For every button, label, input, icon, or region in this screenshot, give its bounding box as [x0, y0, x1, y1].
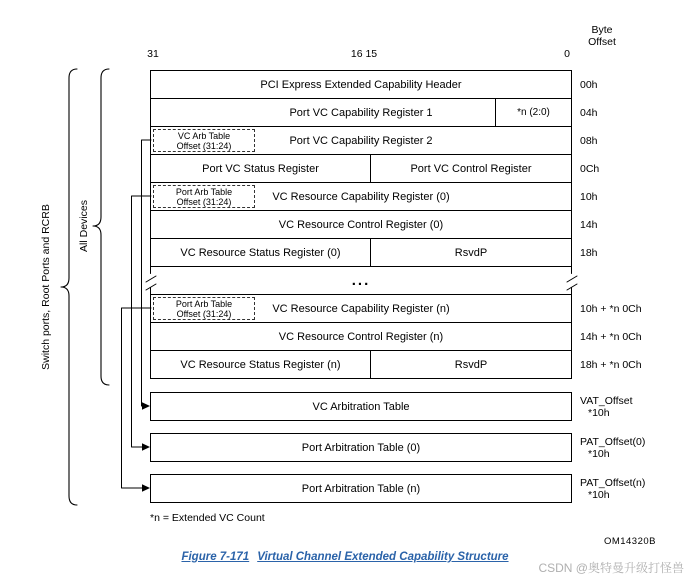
extended-vc-count-field: *n (2:0): [495, 99, 571, 126]
figure-caption-number: Figure 7-171: [181, 551, 250, 563]
row-vc-resource-control-n: [150, 322, 572, 351]
row-vc-arbitration-table: [150, 392, 572, 421]
box-line: Offset (31:24): [176, 140, 232, 151]
byte-offset-header-line1: Byte: [591, 24, 613, 36]
brace-all-devices: [93, 69, 109, 385]
arrow-port-arb-table-0-line: [132, 196, 152, 447]
offset-0Ch: 0Ch: [580, 162, 600, 175]
table-break-ellipsis: [150, 267, 572, 294]
row-vc-resource-control-0: [150, 210, 572, 239]
offset-line: *10h: [588, 447, 610, 460]
offset-18h: 18h: [580, 246, 598, 259]
offset-line: PAT_Offset(0): [580, 435, 646, 448]
cell-rsvdp: RsvdP: [454, 246, 488, 259]
box-line: Offset (31:24): [176, 196, 232, 207]
arrow-port-arb-table-n-line: [122, 308, 152, 488]
brace-switch-ports: [61, 69, 77, 505]
offset-14h: 14h: [580, 218, 598, 231]
row-label: Port VC Capability Register 2: [289, 134, 433, 147]
box-line: Offset (31:24): [176, 308, 232, 319]
arrow-port-arb-table-0-head: [142, 443, 150, 451]
row-label: PCI Express Extended Capability Header: [260, 78, 462, 91]
figure-code: OM14320B: [603, 536, 656, 547]
arrow-port-arb-table-n-head: [142, 484, 150, 492]
offset-line: VAT_Offset: [580, 394, 633, 407]
row-label: VC Arbitration Table: [312, 400, 410, 413]
row-label: VC Resource Capability Register (0): [272, 190, 450, 203]
row-vc-resource-status-n: [150, 350, 572, 379]
offset-14h-n: 14h + *n 0Ch: [580, 330, 642, 343]
row-vc-resource-capability-0: [150, 182, 572, 211]
row-label: Port Arbitration Table (n): [301, 482, 421, 495]
box-line: Port Arb Table: [175, 298, 233, 309]
port-arb-table-offset-box-n: [153, 297, 255, 320]
byte-offset-header: [576, 24, 628, 48]
offset-04h: 04h: [580, 106, 598, 119]
vc-arb-table-offset-box: [153, 129, 255, 152]
box-line: Port Arb Table: [175, 186, 233, 197]
row-vc-resource-status-0: [150, 238, 572, 267]
group-label-switch-ports: Switch ports, Root Ports and RCRB: [40, 204, 52, 370]
row-port-arbitration-table-0: [150, 433, 572, 462]
offset-pat-n: [580, 474, 645, 503]
offset-10h-n: 10h + *n 0Ch: [580, 302, 642, 315]
row-label: Port Arbitration Table (0): [301, 441, 421, 454]
cell-rsvdp: RsvdP: [454, 358, 488, 371]
group-label-all-devices: All Devices: [78, 200, 90, 252]
offset-line: *10h: [588, 406, 610, 419]
offset-vat: [580, 392, 633, 421]
row-vc-resource-capability-n: [150, 294, 572, 323]
cell-port-vc-control: Port VC Control Register: [410, 162, 532, 175]
arrow-vc-arb-table-head: [142, 402, 150, 410]
row-port-vc-capability-1: [150, 98, 572, 127]
offset-line: *10h: [588, 488, 610, 501]
offset-pat-0: [580, 433, 645, 462]
offset-08h: 08h: [580, 134, 598, 147]
bit-label-16-15: 16 15: [350, 48, 378, 60]
row-port-vc-capability-2: [150, 126, 572, 155]
bit-label-31: 31: [147, 48, 159, 60]
row-label: VC Resource Control Register (0): [278, 218, 444, 231]
footnote-extended-vc-count: *n = Extended VC Count: [150, 512, 265, 524]
box-line: VC Arb Table: [177, 130, 231, 141]
row-label: Port VC Capability Register 1: [289, 106, 433, 119]
byte-offset-header-line2: Offset: [588, 36, 616, 48]
bit-label-0: 0: [564, 48, 570, 60]
row-label: VC Resource Control Register (n): [278, 330, 444, 343]
offset-18h-n: 18h + *n 0Ch: [580, 358, 642, 371]
offset-line: PAT_Offset(n): [580, 476, 646, 489]
cell-vc-resource-status-0: VC Resource Status Register (0): [151, 239, 371, 266]
cell-vc-resource-status-n: VC Resource Status Register (n): [151, 351, 371, 378]
csdn-watermark: CSDN @奥特曼升级打怪兽: [538, 561, 684, 575]
ellipsis: ...: [351, 272, 371, 289]
cell-port-vc-status: Port VC Status Register: [151, 155, 371, 182]
figure-caption-title: Virtual Channel Extended Capability Structure: [257, 551, 509, 563]
offset-10h: 10h: [580, 190, 598, 203]
row-port-vc-status-control: [150, 154, 572, 183]
port-arb-table-offset-box-0: [153, 185, 255, 208]
row-label: VC Resource Capability Register (n): [272, 302, 450, 315]
offset-00h: 00h: [580, 78, 598, 91]
row-port-arbitration-table-n: [150, 474, 572, 503]
row-ext-cap-header: [150, 70, 572, 99]
